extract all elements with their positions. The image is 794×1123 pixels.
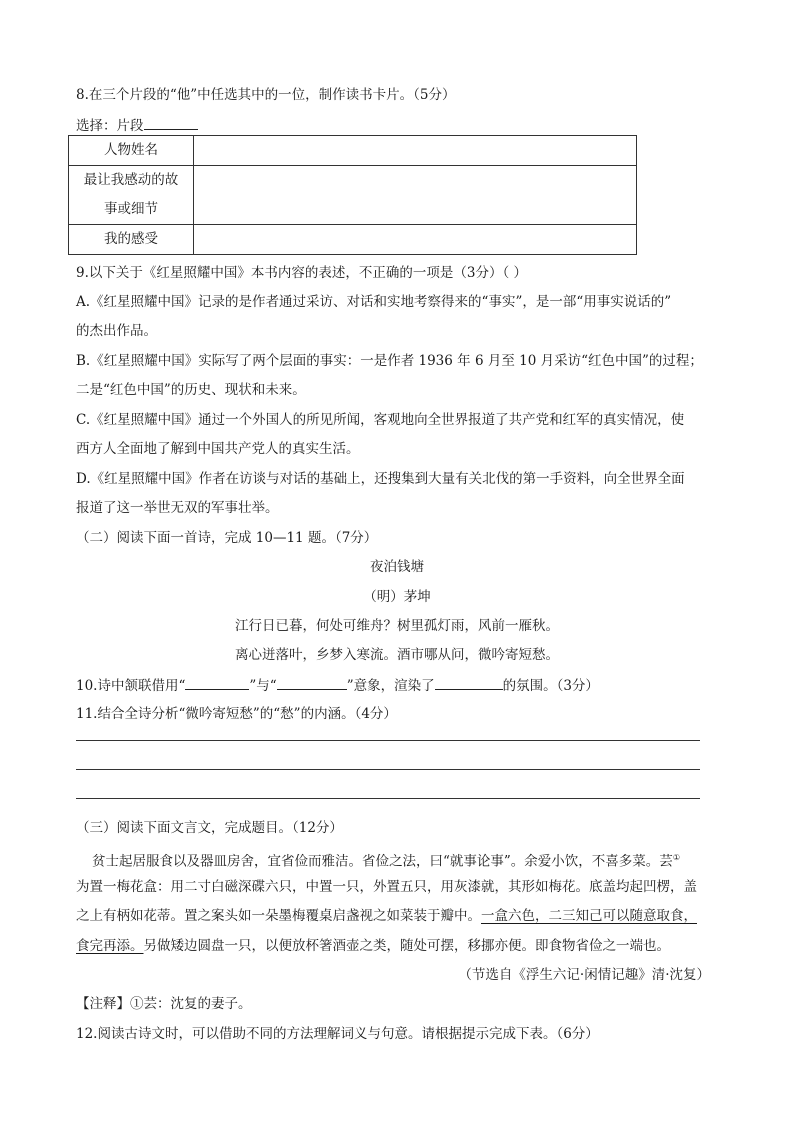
q11-answer-line-3[interactable] bbox=[76, 798, 700, 799]
passage-line-1 bbox=[92, 848, 680, 872]
q9-option-b-1: B.《红星照耀中国》实际写了两个层面的事实：一是作者 1936 年 6 月至 10 月采访“红色中国”的过程； bbox=[76, 353, 703, 369]
q9-option-a-1: A.《红星照耀中国》记录的是作者通过采访、对话和实地考察得来的“事实”，是一部“用事实说话的” bbox=[76, 294, 672, 310]
card-label-feeling: 我的感受 bbox=[69, 225, 194, 255]
q10-part-a: 10.诗中颔联借用“ bbox=[76, 678, 186, 694]
q8-select-blank[interactable] bbox=[144, 115, 198, 130]
passage-note: 【注释】①芸：沈复的妻子。 bbox=[76, 996, 252, 1012]
q10-blank-2[interactable] bbox=[277, 675, 347, 690]
passage-line-3 bbox=[76, 906, 697, 926]
q8-prompt: 8.在三个片段的“他”中任选其中的一位，制作读书卡片。（5分） bbox=[76, 87, 456, 103]
card-label-story-1: 最让我感动的故 bbox=[83, 172, 179, 188]
q12-prompt: 12.阅读古诗文时，可以借助不同的方法理解词义与句意。请根据提示完成下表。（6分） bbox=[76, 1026, 599, 1042]
card-label-story bbox=[69, 166, 194, 225]
passage-underlined-2: 食完再添。 bbox=[76, 938, 144, 954]
passage-line-1-text: 贫士起居服食以及器皿房舍，宜省俭而雅洁。省俭之法，曰“就事论事”。余爱小饮，不喜多菜。芸 bbox=[92, 853, 673, 870]
q9-option-a-2: 的杰出作品。 bbox=[76, 323, 157, 339]
q11-answer-line-1[interactable] bbox=[76, 740, 700, 741]
passage-underlined-1: 一盒六色，二三知己可以随意取食， bbox=[481, 908, 697, 924]
q11-answer-line-2[interactable] bbox=[76, 769, 700, 770]
q8-select bbox=[76, 115, 198, 136]
reading-card-table bbox=[68, 135, 637, 255]
poem-author: （明）茅坤 bbox=[363, 589, 431, 605]
section-3-heading: （三）阅读下面文言文，完成题目。（12分） bbox=[76, 820, 343, 836]
passage-line-3-text: 之上有柄如花蒂。置之案头如一朵墨梅覆桌启盏视之如菜装于瓣中。 bbox=[76, 908, 481, 924]
poem-title: 夜泊钱塘 bbox=[370, 559, 424, 575]
card-cell-story[interactable] bbox=[194, 166, 637, 225]
q9-option-d-1: D.《红星照耀中国》作者在访谈与对话的基础上，还搜集到大量有关北伐的第一手资料，向全世界全面 bbox=[76, 471, 685, 487]
poem-line-2: 离心迸落叶，乡梦入寒流。酒市哪从问，微吟寄短愁。 bbox=[235, 647, 559, 663]
passage-source: （节选自《浮生六记·闲情记趣》清·沈复） bbox=[458, 967, 710, 983]
q9-option-b-2: 二是“红色中国”的历史、现状和未来。 bbox=[76, 382, 306, 398]
card-cell-feeling[interactable] bbox=[194, 225, 637, 255]
q10-part-b: ”与“ bbox=[249, 678, 277, 694]
q10 bbox=[76, 675, 599, 696]
q10-part-c: ”意象，渲染了 bbox=[346, 678, 435, 694]
q9-prompt: 9.以下关于《红星照耀中国》本书内容的表述，不正确的一项是（3分）（ ） bbox=[76, 265, 528, 281]
note-marker: ① bbox=[672, 853, 680, 862]
q11-prompt: 11.结合全诗分析“微吟寄短愁”的“愁”的内涵。（4分） bbox=[76, 706, 397, 722]
passage-line-4-text: 另做矮边圆盘一只，以便放杯箸酒壶之类，随处可摆，移挪亦便。即食物省俭之一端也。 bbox=[143, 938, 670, 954]
q9-option-c-1: C.《红星照耀中国》通过一个外国人的所见所闻，客观地向全世界报道了共产党和红军的真实情况，使 bbox=[76, 412, 685, 428]
poem-line-1: 江行日已暮，何处可维舟？树里孤灯雨，风前一雁秋。 bbox=[235, 618, 559, 634]
q9-option-d-2: 报道了这一举世无双的军事壮举。 bbox=[76, 500, 279, 516]
passage-line-2: 为置一梅花盒：用二寸白磁深碟六只，中置一只，外置五只，用灰漆就，其形如梅花。底盖均起凹楞，盖 bbox=[76, 879, 697, 895]
q10-blank-3[interactable] bbox=[435, 675, 503, 690]
passage-line-4 bbox=[76, 936, 670, 956]
q8-select-label: 选择：片段 bbox=[76, 118, 144, 134]
q10-blank-1[interactable] bbox=[185, 675, 249, 690]
card-label-name: 人物姓名 bbox=[69, 136, 194, 166]
q9-option-c-2: 西方人全面地了解到中国共产党人的真实生活。 bbox=[76, 441, 360, 457]
q10-part-d: 的氛围。（3分） bbox=[502, 678, 599, 694]
card-label-story-2: 事或细节 bbox=[104, 201, 158, 217]
section-2-heading: （二）阅读下面一首诗，完成 10—11 题。（7分） bbox=[76, 530, 378, 546]
card-cell-name[interactable] bbox=[194, 136, 637, 166]
